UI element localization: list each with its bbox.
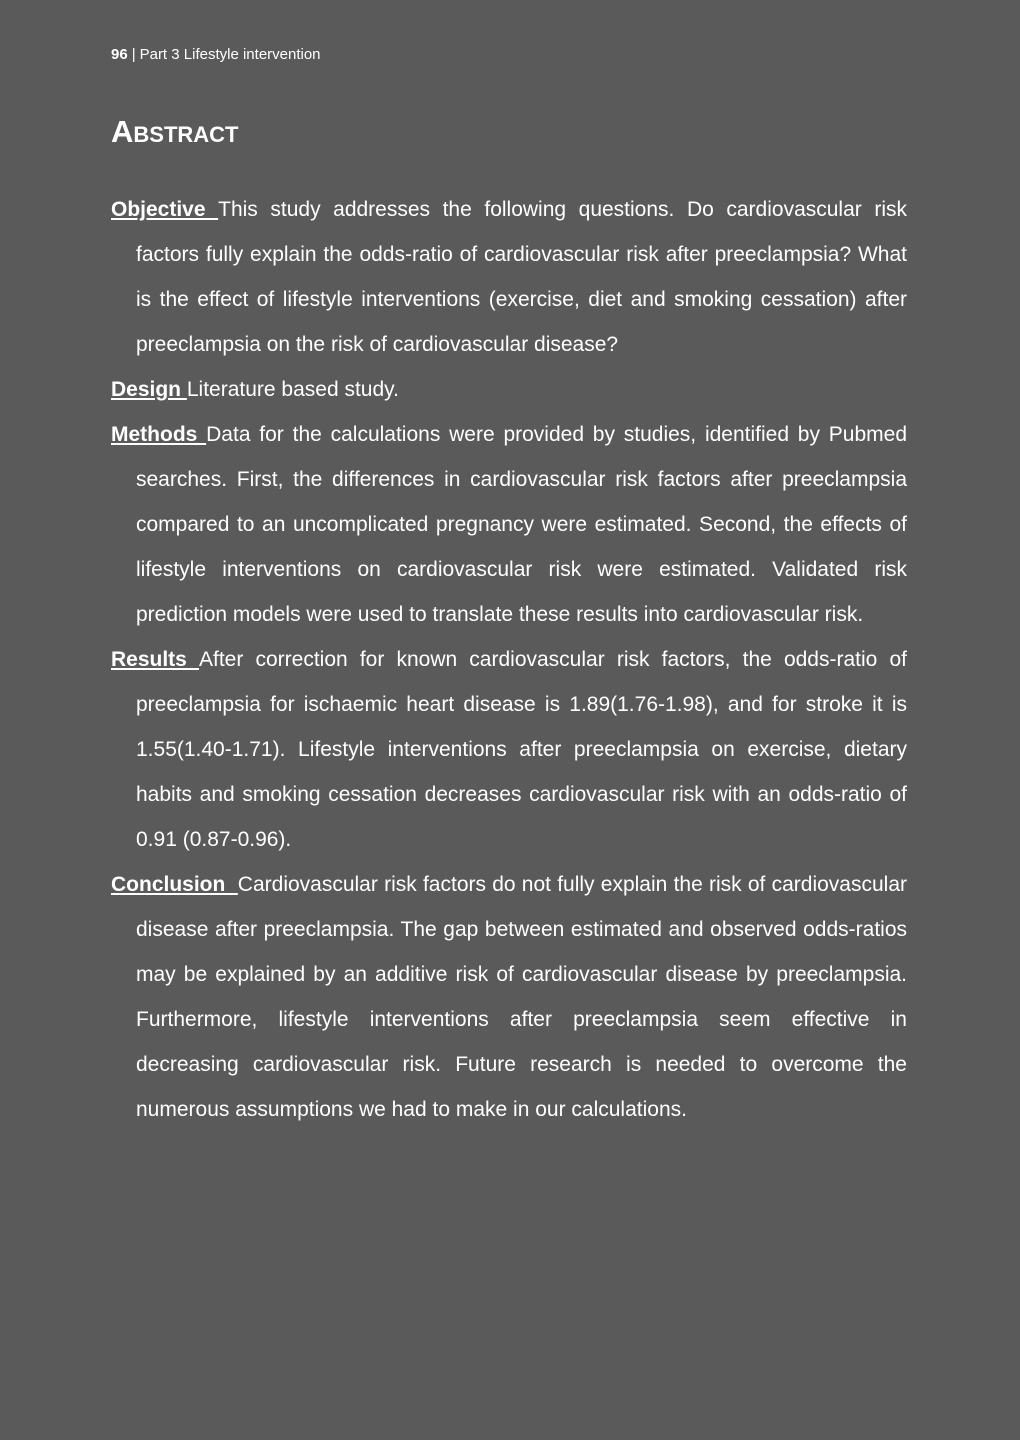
section-text-conclusion: Cardiovascular risk factors do not fully explain the risk of cardiovascular disease after preeclampsia. The gap between estimated and observed odds-ratios may be explained by an additive risk of cardiovascular disease by preeclampsia. Furthermore, lifestyle interventions after preeclampsia seem effective in decreasing cardiovascular risk. Future research is needed to overcome the numerous assumptions we had to make in our calculations.: [136, 873, 907, 1121]
section-label-methods: Methods: [111, 423, 207, 446]
section-text-design: Literature based study.: [186, 378, 399, 401]
section-label-conclusion: Conclusion: [111, 873, 238, 896]
abstract-heading: Abstract: [111, 114, 239, 149]
section-label-objective: Objective: [111, 198, 219, 221]
section-label-results: Results: [111, 648, 199, 671]
running-header: [111, 45, 321, 65]
section-text-results: After correction for known cardiovascular risk factors, the odds-ratio of preeclampsia for ischaemic heart disease is 1.89(1.76-1.98), and for stroke it is 1.55(1.40-1.71). Lifestyle interventions after preeclampsia on exercise, dietary habits and smoking cessation decreases cardiovascular risk with an odds-ratio of 0.91 (0.87-0.96).: [136, 648, 907, 851]
page-number: 96: [111, 46, 128, 63]
abstract-section-design: [111, 367, 907, 412]
section-label-design: Design: [111, 378, 187, 401]
section-text-objective: This study addresses the following questions. Do cardiovascular risk factors fully explain the odds-ratio of cardiovascular risk after preeclampsia? What is the effect of lifestyle interventions (exercise, diet and smoking cessation) after preeclampsia on the risk of cardiovascular disease?: [136, 198, 907, 356]
abstract-section-objective: [111, 187, 907, 367]
abstract-body: [111, 187, 907, 1132]
abstract-section-results: [111, 637, 907, 862]
abstract-section-methods: [111, 412, 907, 637]
abstract-section-conclusion: [111, 862, 907, 1132]
running-header-title: Part 3 Lifestyle intervention: [139, 46, 321, 63]
section-text-methods: Data for the calculations were provided by studies, identified by Pubmed searches. First, the differences in cardiovascular risk factors after preeclampsia compared to an uncomplicated pregnancy were estimated. Second, the effects of lifestyle interventions on cardiovascular risk were estimated. Validated risk prediction models were used to translate these results into cardiovascular risk.: [136, 423, 907, 626]
header-separator: |: [131, 46, 136, 63]
